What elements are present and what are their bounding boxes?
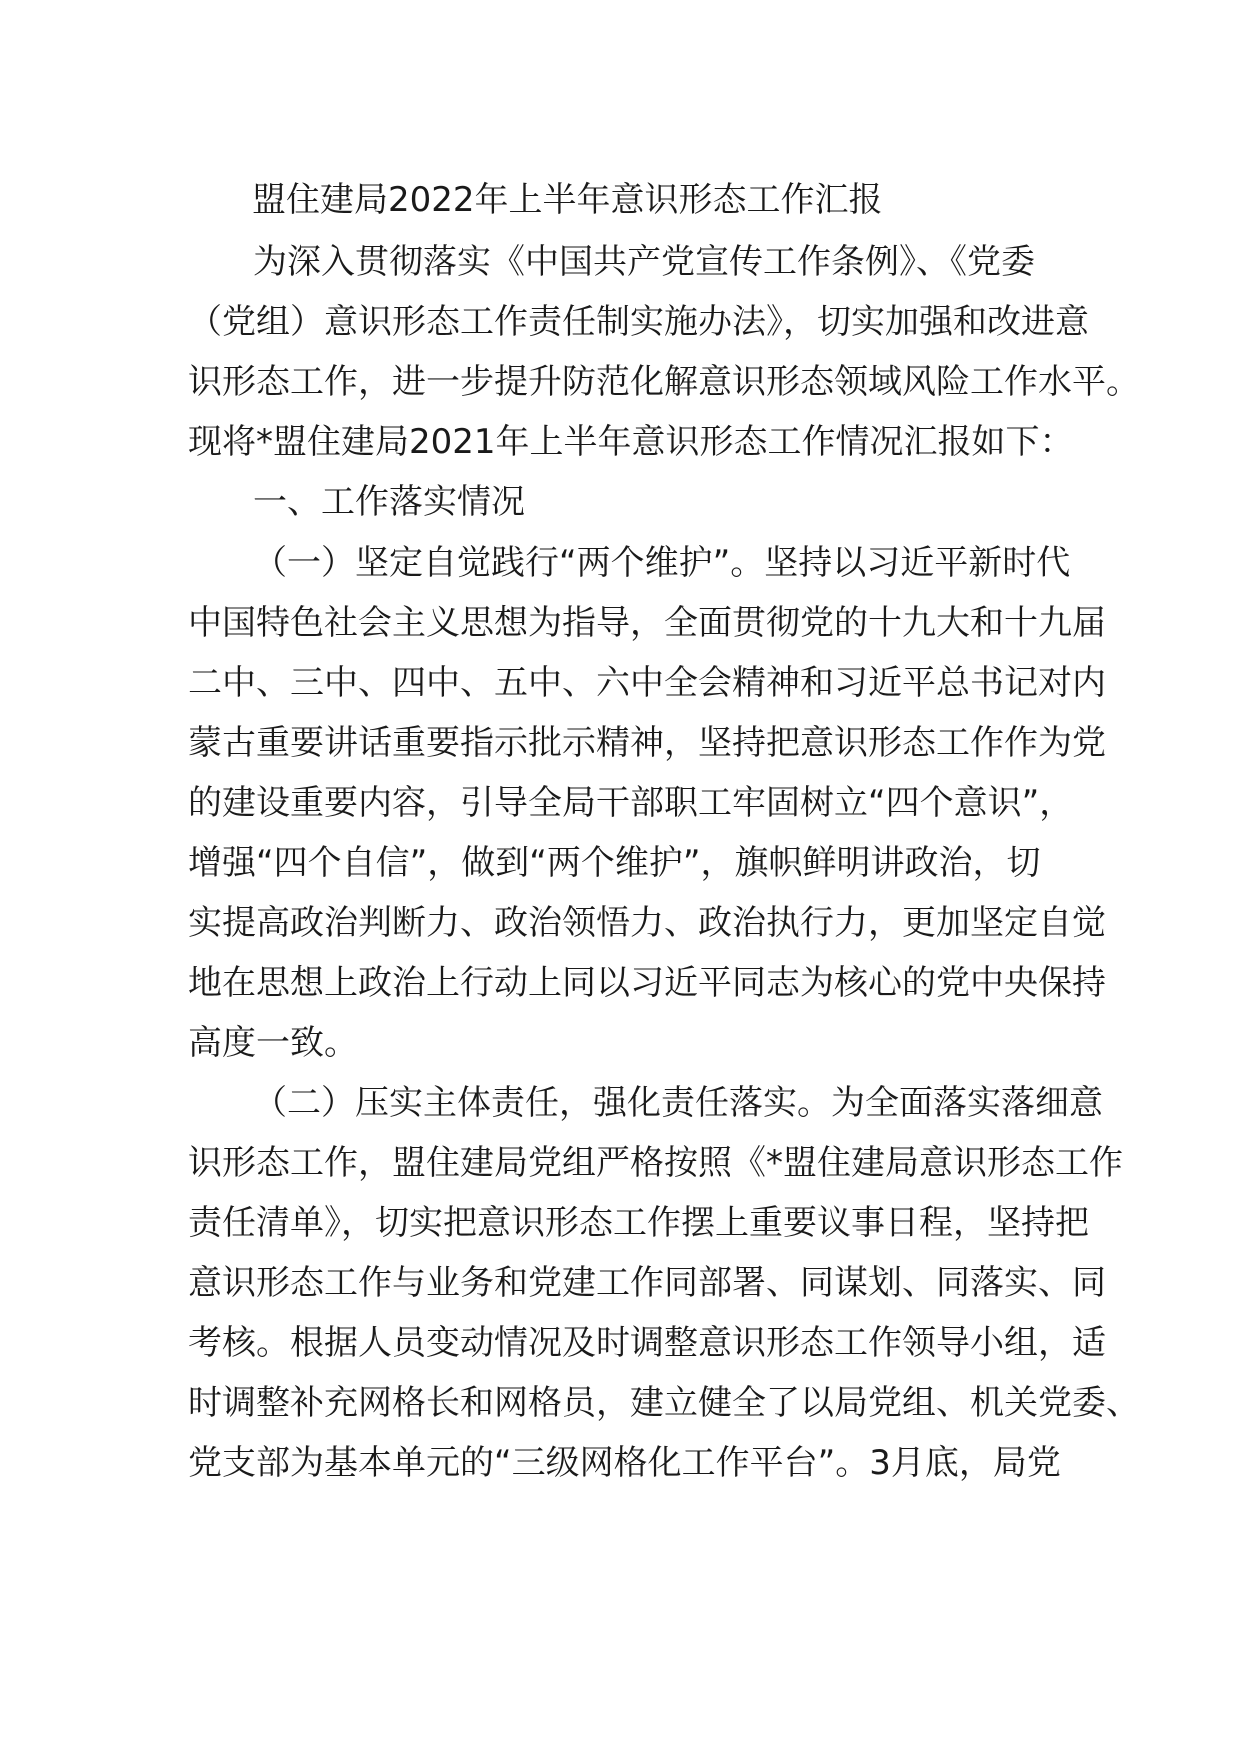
paragraph-line: 考核。根据人员变动情况及时调整意识形态工作领导小组，适 <box>188 1323 1106 1363</box>
paragraph-line: （一）坚定自觉践行“两个维护”。坚持以习近平新时代 <box>253 543 1071 583</box>
paragraph-line: 地在思想上政治上行动上同以习近平同志为核心的党中央保持 <box>188 963 1106 1003</box>
paragraph-line: 意识形态工作与业务和党建工作同部署、同谋划、同落实、同 <box>188 1263 1106 1303</box>
paragraph-line: 蒙古重要讲话重要指示批示精神，坚持把意识形态工作作为党 <box>188 723 1106 763</box>
paragraph-line: 中国特色社会主义思想为指导，全面贯彻党的十九大和十九届 <box>188 603 1106 643</box>
paragraph-line: 二中、三中、四中、五中、六中全会精神和习近平总书记对内 <box>188 663 1106 703</box>
paragraph-line: 的建设重要内容，引导全局干部职工牢固树立“四个意识”， <box>188 783 1074 823</box>
paragraph-line: 时调整补充网格长和网格员，建立健全了以局党组、机关党委、 <box>188 1383 1140 1423</box>
paragraph-line: 责任清单》，切实把意识形态工作摆上重要议事日程，坚持把 <box>188 1203 1089 1243</box>
paragraph-line: 现将*盟住建局2021年上半年意识形态工作情况汇报如下： <box>188 422 1074 462</box>
section-heading: 一、工作落实情况 <box>253 482 525 522</box>
paragraph-line: 党支部为基本单元的“三级网格化工作平台”。3月底，局党 <box>188 1443 1061 1483</box>
paragraph-line: 实提高政治判断力、政治领悟力、政治执行力，更加坚定自觉 <box>188 903 1106 943</box>
paragraph-line: （二）压实主体责任，强化责任落实。为全面落实落细意 <box>253 1083 1103 1123</box>
document-title: 盟住建局2022年上半年意识形态工作汇报 <box>252 180 883 220</box>
paragraph-line: 增强“四个自信”，做到“两个维护”，旗帜鲜明讲政治，切 <box>188 843 1041 883</box>
paragraph-line: 识形态工作，进一步提升防范化解意识形态领域风险工作水平。 <box>188 362 1140 402</box>
paragraph-line: （党组）意识形态工作责任制实施办法》，切实加强和改进意 <box>188 302 1089 342</box>
paragraph-line: 为深入贯彻落实《中国共产党宣传工作条例》、《党委 <box>253 242 1035 282</box>
paragraph-line: 高度一致。 <box>188 1023 358 1063</box>
paragraph-line: 识形态工作，盟住建局党组严格按照《*盟住建局意识形态工作 <box>188 1143 1123 1183</box>
